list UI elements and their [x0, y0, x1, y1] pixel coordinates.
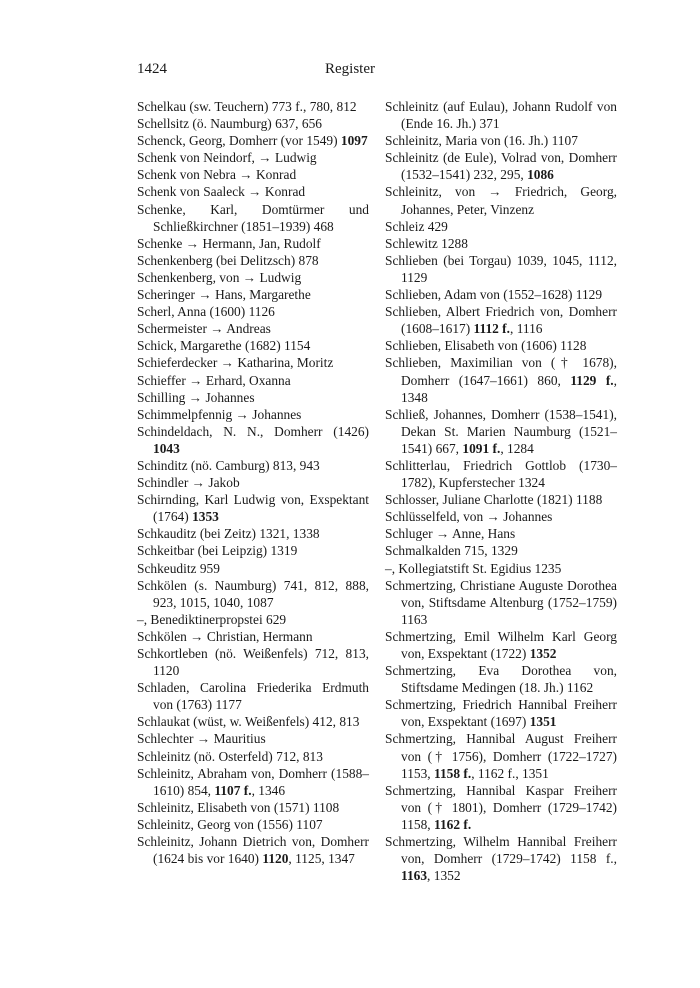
index-entry: Schindler → Jakob — [137, 475, 240, 491]
index-entry: Schladen, Carolina Friederika Erdmuth von (1763) 1177 — [137, 680, 369, 713]
index-entry: Schkölen → Christian, Hermann — [137, 628, 313, 644]
index-entry: Scherl, Anna (1600) 1126 — [137, 304, 275, 320]
index-entry: Schenk von Neindorf, → Ludwig — [137, 150, 317, 166]
index-entry: Schkeuditz 959 — [137, 560, 220, 576]
index-entry: Schmertzing, Friedrich Hannibal Freiherr von, Exspektant (1697) 1351 — [385, 697, 617, 730]
index-entry: Schleinitz (nö. Osterfeld) 712, 813 — [137, 748, 323, 764]
index-entry: Schleinitz (auf Eulau), Johann Rudolf von (Ende 16. Jh.) 371 — [385, 99, 617, 132]
index-entry: Schkortleben (nö. Weißenfels) 712, 813, 1120 — [137, 646, 369, 679]
index-entry: Schmertzing, Hannibal August Freiherr von († 1756), Domherr (1722–1727) 1153, 1158 f., 1162 f., 1351 — [385, 731, 617, 781]
index-entry: Schenk von Saaleck → Konrad — [137, 184, 306, 200]
index-entry: Schlieben, Albert Friedrich von, Domherr (1608–1617) 1112 f., 1116 — [385, 304, 617, 337]
index-entry: Schirnding, Karl Ludwig von, Exspektant (1764) 1353 — [137, 492, 369, 525]
index-entry: Scheringer → Hans, Margarethe — [137, 287, 311, 303]
index-entry: Schenke → Hermann, Jan, Rudolf — [137, 235, 321, 251]
index-entry: Schenck, Georg, Domherr (vor 1549) 1097 — [137, 133, 368, 149]
index-entry: Schleinitz, Elisabeth von (1571) 1108 — [137, 799, 340, 815]
index-entry: Schieffer → Erhard, Oxanna — [137, 372, 291, 388]
index-entry: Schließ, Johannes, Domherr (1538–1541), Dekan St. Marien Naumburg (1521–1541) 667, 1091 f., 1284 — [385, 406, 617, 456]
index-entry: Schlitterlau, Friedrich Gottlob (1730–1782), Kupferstecher 1324 — [385, 457, 617, 491]
index-entry: Schleinitz, Abraham von, Domherr (1588–1610) 854, 1107 f., 1346 — [137, 765, 369, 798]
index-entry: Schieferdecker → Katharina, Moritz — [137, 355, 334, 371]
index-entry: Schleinitz, von → Friedrich, Georg, Johannes, Peter, Vinzenz — [385, 184, 617, 217]
index-entry: Schlieben, Adam von (1552–1628) 1129 — [385, 287, 603, 303]
index-entry: Schinditz (nö. Camburg) 813, 943 — [137, 457, 320, 473]
index-entry: Schenke, Karl, Domtürmer und Schließkirchner (1851–1939) 468 — [137, 201, 369, 234]
index-entry: Schlieben, Maximilian von († 1678), Domherr (1647–1661) 860, 1129 f., 1348 — [385, 355, 617, 405]
index-entry: Schenk von Nebra → Konrad — [137, 167, 297, 183]
index-entry: Schkölen (s. Naumburg) 741, 812, 888, 923, 1015, 1040, 1087 — [137, 577, 369, 610]
index-entry: Schlosser, Juliane Charlotte (1821) 1188 — [385, 492, 603, 508]
index-entry: Schick, Margarethe (1682) 1154 — [137, 338, 311, 354]
index-entry: Schmertzing, Emil Wilhelm Karl Georg von, Exspektant (1722) 1352 — [385, 628, 617, 661]
index-entry: Schlechter → Mauritius — [137, 731, 266, 747]
index-entry: Schleinitz, Johann Dietrich von, Domherr (1624 bis vor 1640) 1120, 1125, 1347 — [137, 834, 369, 867]
running-title: Register — [325, 61, 375, 77]
index-entry: Schimmelpfennig → Johannes — [137, 406, 302, 422]
index-column-right — [385, 98, 617, 884]
page-number: 1424 — [137, 61, 167, 77]
index-entry: Schellsitz (ö. Naumburg) 637, 656 — [137, 116, 322, 132]
index-entry: –, Benediktinerpropstei 629 — [137, 611, 287, 627]
index-entry: Schenkenberg, von → Ludwig — [137, 269, 302, 285]
index-entry: Schmertzing, Hannibal Kaspar Freiherr von († 1801), Domherr (1729–1742) 1158, 1162 f. — [385, 782, 617, 832]
index-entry: Schleinitz, Maria von (16. Jh.) 1107 — [385, 133, 578, 149]
index-entry: Schlieben, Elisabeth von (1606) 1128 — [385, 338, 587, 354]
index-entry: Schlewitz 1288 — [385, 235, 468, 251]
index-entry: Schmalkalden 715, 1329 — [385, 543, 518, 559]
index-entry: Schmertzing, Christiane Auguste Dorothea von, Stiftsdame Altenburg (1752–1759) 1163 — [385, 577, 617, 627]
index-entry: Schindeldach, N. N., Domherr (1426) 1043 — [137, 423, 369, 456]
index-column-left — [137, 98, 369, 867]
index-entry: Schleinitz, Georg von (1556) 1107 — [137, 816, 323, 832]
index-entry: Schmertzing, Wilhelm Hannibal Freiherr von, Domherr (1729–1742) 1158 f., 1163, 1352 — [385, 834, 617, 884]
index-entry: Schleiz 429 — [385, 218, 448, 234]
index-entry: Schelkau (sw. Teuchern) 773 f., 780, 812 — [137, 99, 357, 114]
index-entry: –, Kollegiatstift St. Egidius 1235 — [385, 560, 562, 576]
index-entry: Schkauditz (bei Zeitz) 1321, 1338 — [137, 526, 320, 542]
index-entry: Schilling → Johannes — [137, 389, 255, 405]
index-entry: Schleinitz (de Eule), Volrad von, Domherr (1532–1541) 232, 295, 1086 — [385, 150, 617, 183]
index-entry: Schkeitbar (bei Leipzig) 1319 — [137, 543, 298, 559]
index-entry: Schlieben (bei Torgau) 1039, 1045, 1112, 1129 — [385, 252, 617, 285]
index-entry: Schmertzing, Eva Dorothea von, Stiftsdame Medingen (18. Jh.) 1162 — [385, 663, 617, 696]
index-entry: Schlaukat (wüst, w. Weißenfels) 412, 813 — [137, 714, 360, 730]
index-entry: Schermeister → Andreas — [137, 321, 271, 337]
index-entry: Schlüsselfeld, von → Johannes — [385, 509, 553, 525]
index-entry: Schluger → Anne, Hans — [385, 526, 516, 542]
index-entry: Schenkenberg (bei Delitzsch) 878 — [137, 252, 319, 268]
